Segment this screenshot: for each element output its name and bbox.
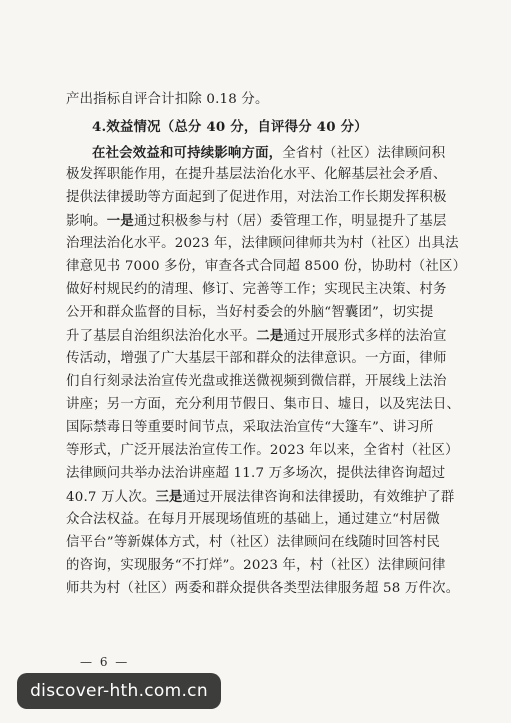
text-span: 通过开展法律咨询和法律援助，有效维护了群 (182, 490, 455, 505)
paragraph-line: 师共为村（社区）两委和群众提供各类型法律服务超 58 万件次。 (66, 581, 460, 596)
paragraph-line: 法律顾问共举办法治讲座超 11.7 万多场次，提供法律咨询超过 (66, 466, 446, 481)
paragraph-line: 做好村规民约的清理、修订、完善等工作；实现民主决策、村务 (66, 282, 447, 297)
paragraph-line: 信平台”等新媒体方式，村（社区）法律顾问在线随时回答村民 (66, 535, 440, 550)
paragraph-line: 传活动，增强了广大基层干部和群众的法律意识。一方面，律师 (66, 351, 447, 366)
paragraph-line: 们自行刻录法治宣传光盘或推送微视频到微信群，开展线上法治 (66, 374, 447, 389)
text-span: 40.7 万人次。 (66, 490, 156, 505)
paragraph-line: 公开和群众监督的目标，当好村委会的外脑“智囊团”，切实提 (66, 305, 434, 320)
text-span: 影响。 (66, 214, 107, 229)
paragraph-line: 的咨询，实现服务“不打烊”。2023 年，村（社区）法律顾问律 (66, 558, 446, 573)
paragraph-line (66, 488, 458, 507)
text-span: 全省村（社区）法律顾问积 (282, 146, 446, 161)
text-line: 产出指标自评合计扣除 0.18 分。 (66, 92, 269, 107)
paragraph-line (66, 212, 458, 231)
paragraph-line: 提供法律援助等方面起到了促进作用，对法治工作长期发挥积极 (66, 190, 447, 205)
bold-marker: 三是 (155, 489, 183, 505)
paragraph-line: 众合法权益。在每月开展现场值班的基础上，通过建立“村居微 (66, 512, 440, 527)
paragraph-line: 国际禁毒日等重要时间节点，采取法治宣传“大篷车”、讲习所 (66, 420, 434, 435)
text-span: 通过开展形式多样的法治宣 (283, 329, 447, 344)
section-heading: 4.效益情况（总分 40 分，自评得分 40 分） (92, 119, 368, 135)
text-span: 升了基层自治组织法治化水平。 (66, 329, 257, 344)
text-span: 通过积极参与村（居）委管理工作，明显提升了基层 (133, 214, 447, 229)
page-number: — 6 — (80, 655, 130, 669)
paragraph-line: 治理法治化水平。2023 年，法律顾问律师共为村（社区）出具法 (66, 236, 459, 251)
paragraph-line: 极发挥职能作用，在提升基层法治化水平、化解基层社会矛盾、 (66, 167, 447, 182)
paragraph-line: 律意见书 7000 多份，审查各式合同超 8500 份，协助村（社区） (66, 259, 467, 274)
bold-marker: 二是 (256, 328, 284, 344)
paragraph-line (92, 144, 458, 163)
paragraph-line (66, 327, 458, 346)
bold-lead: 在社会效益和可持续影响方面， (92, 145, 283, 161)
site-watermark: discover-hth.com.cn (17, 673, 221, 709)
paragraph-line: 等形式，广泛开展法治宣传工作。2023 年以来，全省村（社区） (66, 443, 459, 458)
paragraph-line: 讲座；另一方面，充分利用节假日、集市日、墟日，以及宪法日、 (66, 397, 461, 412)
bold-marker: 一是 (106, 213, 134, 229)
